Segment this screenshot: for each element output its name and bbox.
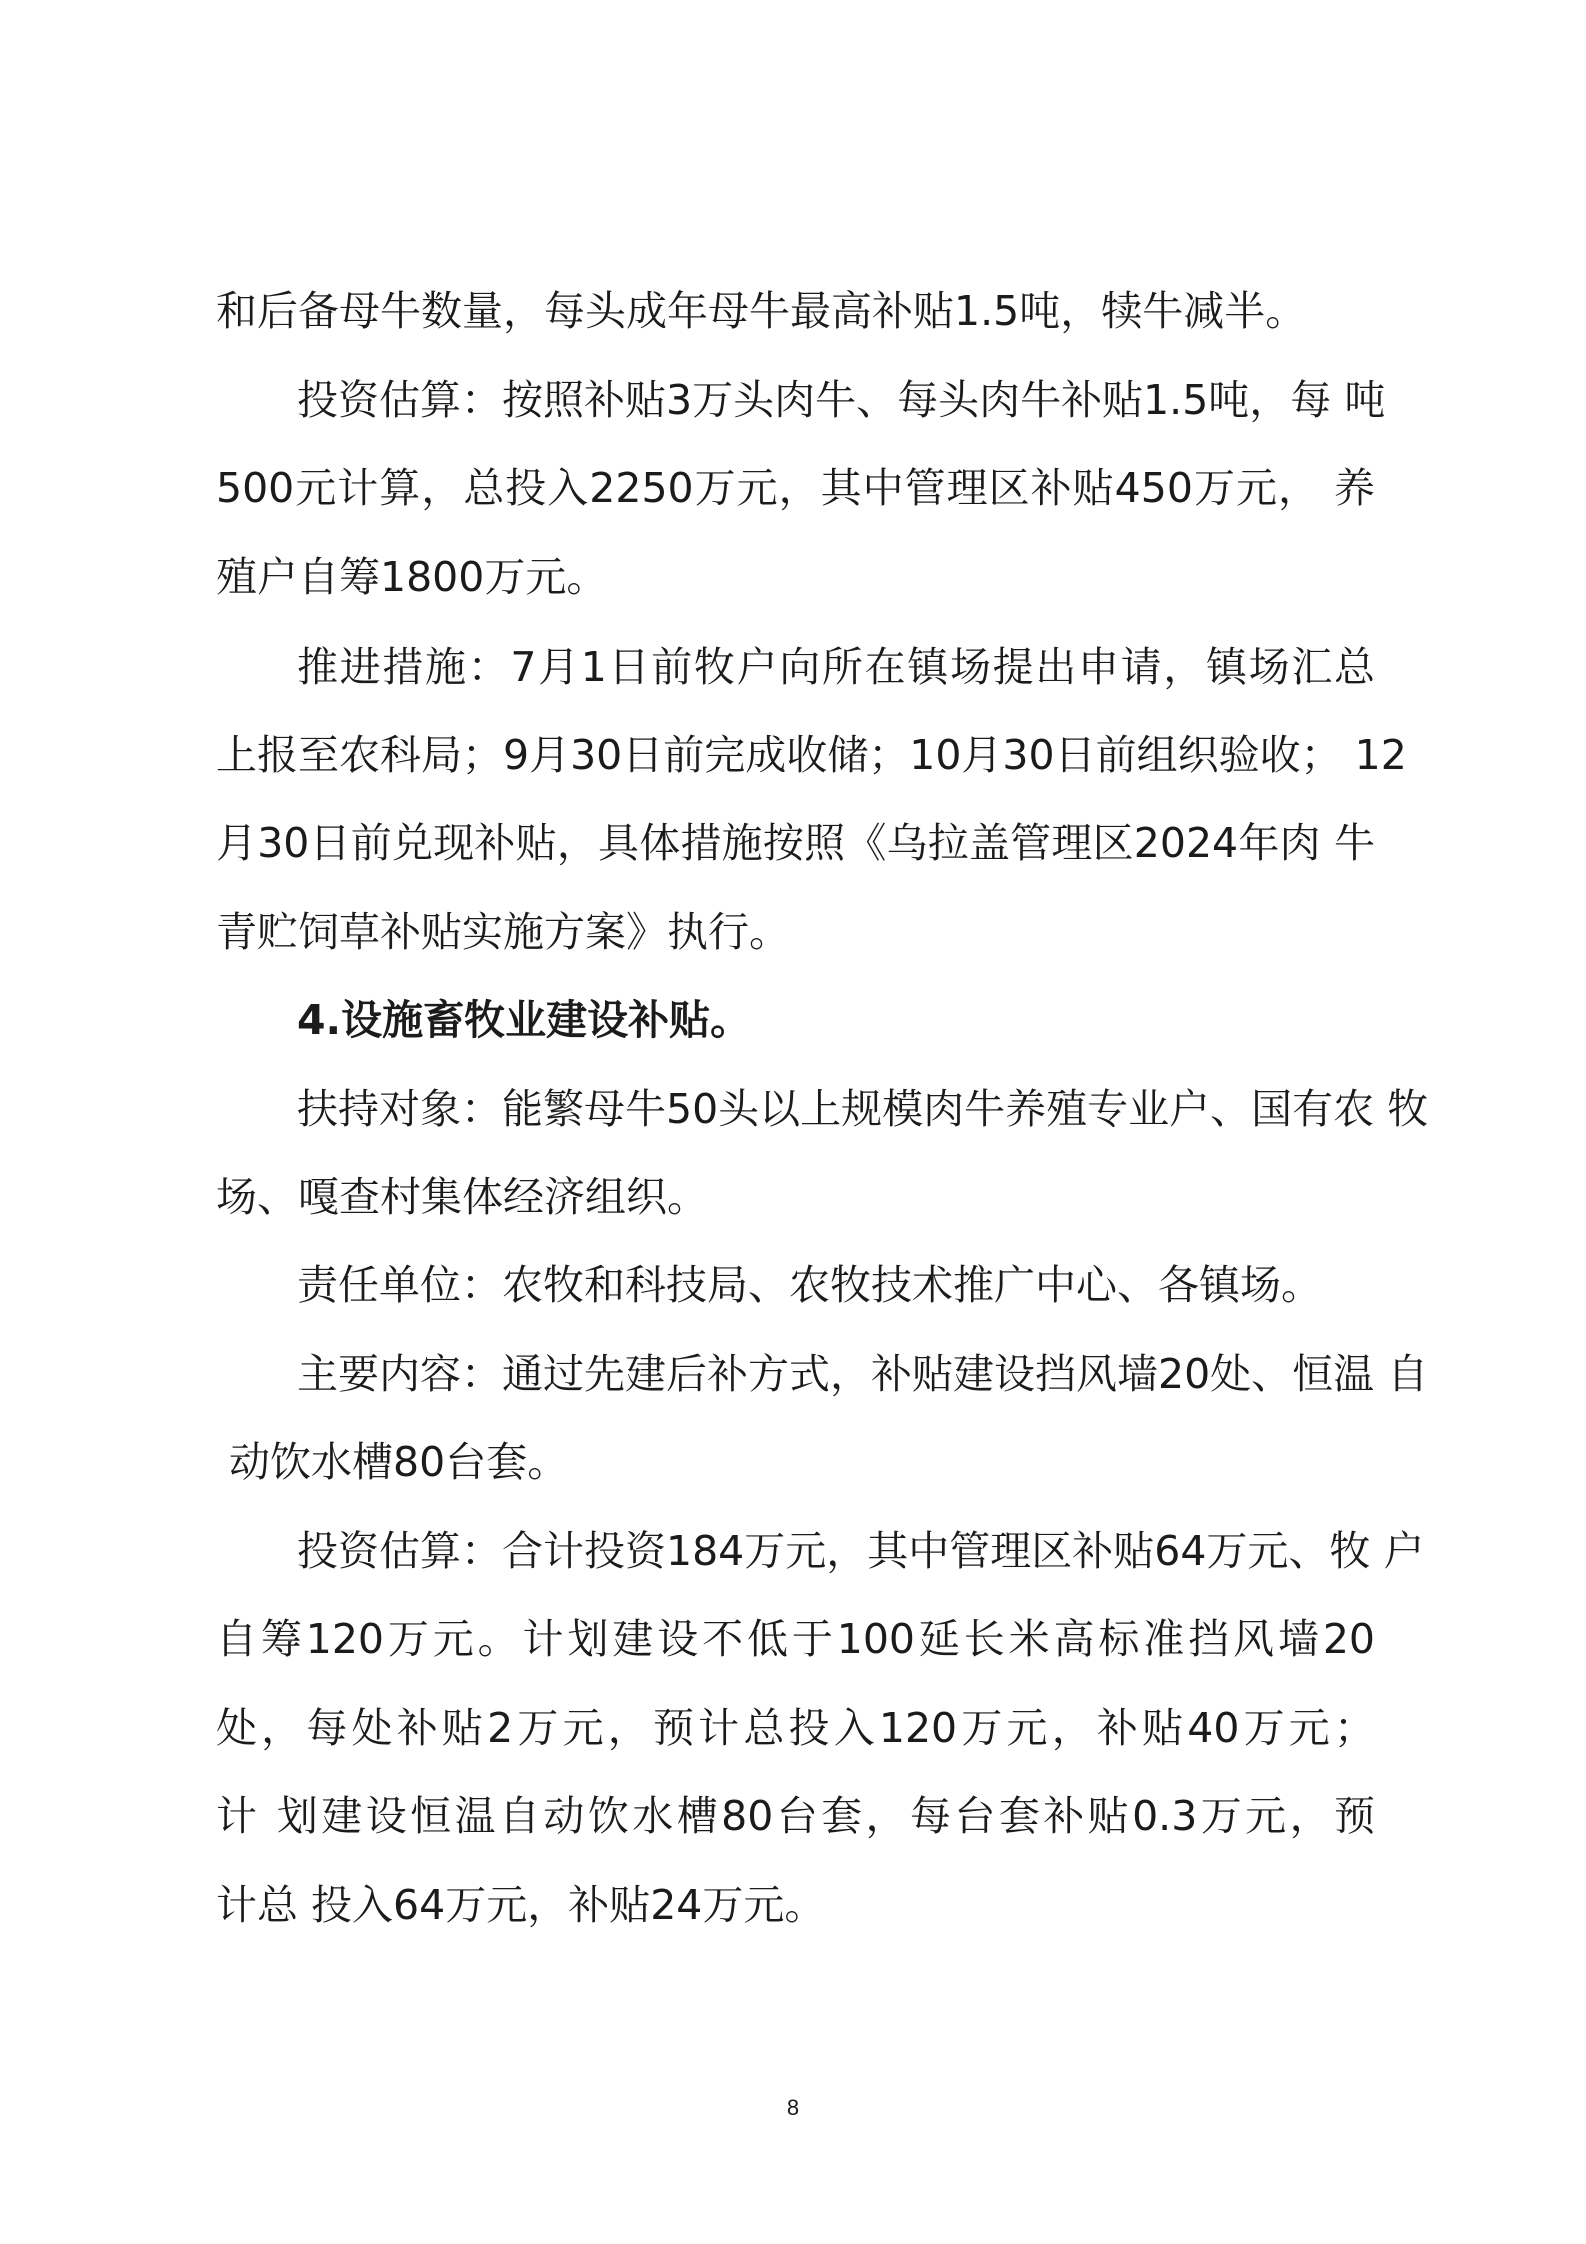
section-heading: 4.设施畜牧业建设补贴。 (297, 996, 752, 1044)
paragraph-line-17: 处，每处补贴2万元，预计总投入120万元，补贴40万元； (216, 1704, 1375, 1752)
paragraph-line-14: 动饮水槽80台套。 (216, 1438, 569, 1486)
paragraph-line-1: 和后备母牛数量，每头成年母牛最高补贴1.5吨，犊牛减半。 (216, 287, 1307, 335)
paragraph-line-18: 计 划建设恒温自动饮水槽80台套，每台套补贴0.3万元，预 (216, 1792, 1375, 1840)
paragraph-line-15: 投资估算：合计投资184万元，其中管理区补贴64万元、牧 户 (297, 1527, 1425, 1575)
paragraph-line-2: 投资估算：按照补贴3万头肉牛、每头肉牛补贴1.5吨，每 吨 (297, 376, 1386, 424)
paragraph-line-16: 自筹120万元。计划建设不低于100延长米高标准挡风墙20 (216, 1615, 1375, 1663)
paragraph-line-12: 责任单位：农牧和科技局、农牧技术推广中心、各镇场。 (297, 1261, 1322, 1309)
paragraph-line-11: 场、嘎查村集体经济组织。 (216, 1173, 708, 1221)
paragraph-line-6: 上报至农科局；9月30日前完成收储；10月30日前组织验收； 12 (216, 731, 1407, 779)
page-number: 8 (786, 2095, 800, 2120)
paragraph-line-3: 500元计算，总投入2250万元，其中管理区补贴450万元， 养 (216, 464, 1375, 512)
paragraph-line-19: 计总 投入64万元，补贴24万元。 (216, 1881, 826, 1929)
paragraph-line-4: 殖户自筹1800万元。 (216, 553, 608, 601)
paragraph-line-5: 推进措施：7月1日前牧户向所在镇场提出申请，镇场汇总 (297, 643, 1375, 691)
paragraph-line-10: 扶持对象：能繁母牛50头以上规模肉牛养殖专业户、国有农 牧 (297, 1085, 1429, 1133)
paragraph-line-8: 青贮饲草补贴实施方案》执行。 (216, 908, 790, 956)
paragraph-line-7: 月30日前兑现补贴，具体措施按照《乌拉盖管理区2024年肉 牛 (216, 819, 1375, 867)
paragraph-line-13: 主要内容：通过先建后补方式，补贴建设挡风墙20处、恒温 自 (297, 1350, 1429, 1398)
